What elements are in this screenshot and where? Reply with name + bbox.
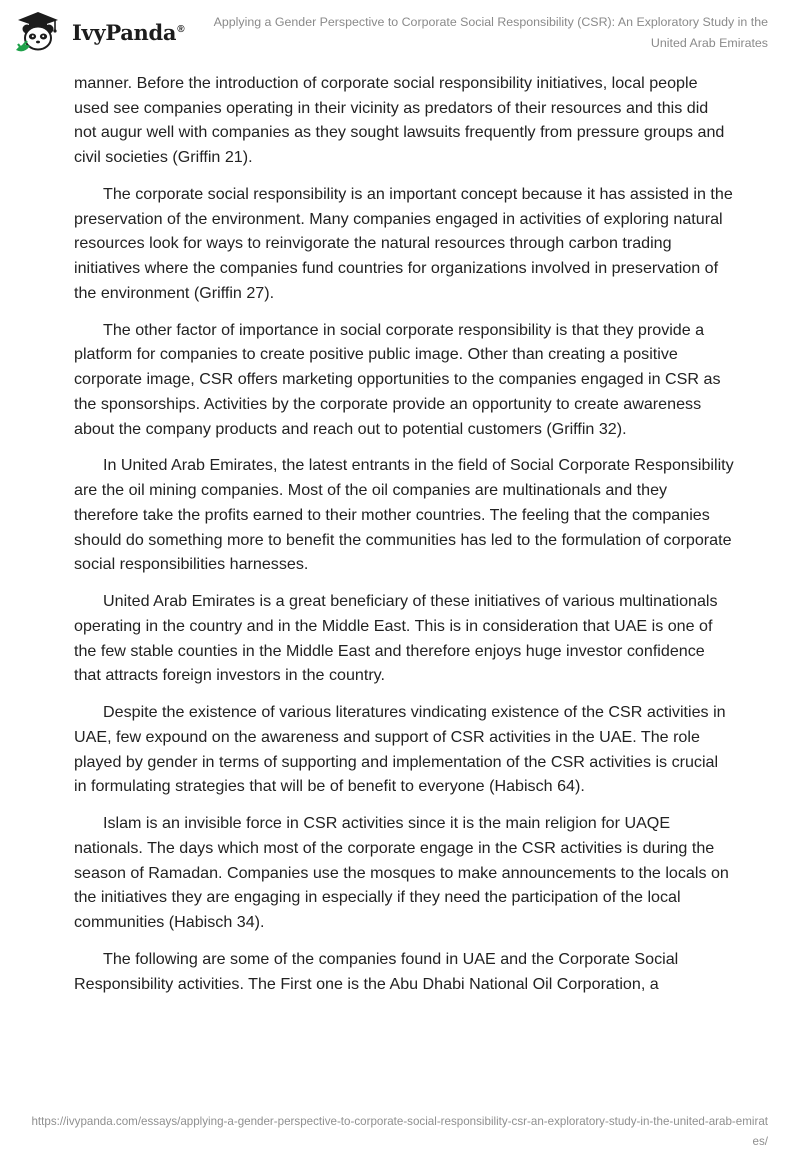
document-title: Applying a Gender Perspective to Corporate Social Responsibility (CSR): An Exploratory Study in the United Arab Emirates	[213, 15, 768, 50]
paragraph: In United Arab Emirates, the latest entrants in the field of Social Corporate Responsibility are the oil mining companies. Most of the oil companies are multinationals and they therefore take the profits earned to their mother countries. The feeling that the companies should do something more to benefit the communities has led to the formulation of corporate social responsibilities harnesses.	[74, 456, 734, 574]
ivypanda-logo[interactable]	[14, 8, 184, 56]
paragraph: The other factor of importance in social corporate responsibility is that they provide a platform for companies to create positive public image. Other than creating a positive corporate image, CSR offers marketing opportunities to the companies engaged in CSR as the sponsorships. Activities by the corporate provide an opportunity to create awareness about the company products and reach out to potential customers (Griffin 32).	[74, 320, 721, 438]
page-header	[0, 0, 800, 64]
paragraph: The following are some of the companies found in UAE and the Corporate Social Responsibility activities. The First one is the Abu Dhabi National Oil Corporation, a	[74, 949, 679, 993]
panda-graduate-icon	[14, 8, 66, 56]
source-url-link[interactable]: https://ivypanda.com/essays/applying-a-gender-perspective-to-corporate-social-responsibility-csr-an-exploratory-study-in-the-united-arab-emirates/	[31, 1115, 768, 1148]
paragraph: Despite the existence of various literatures vindicating existence of the CSR activities in UAE, few expound on the awareness and support of CSR activities in the UAE. The role played by gender in terms of supporting and implementation of the CSR activities is crucial in formulating strategies that will be of benefit to everyone (Habisch 64).	[74, 703, 726, 796]
essay-body	[74, 71, 734, 1008]
paragraph: manner. Before the introduction of corporate social responsibility initiatives, local people used see companies operating in their vicinity as predators of their resources and this did not augur well with companies as they sought lawsuits frequently from pressure groups and civil societies (Griffin 21).	[74, 74, 725, 167]
paragraph: Islam is an invisible force in CSR activities since it is the main religion for UAQE nationals. The days which most of the corporate engage in the CSR activities is during the season of Ramadan. Companies use the mosques to make announcements to the locals on the initiatives they are engaging in especially if they need the participation of the local communities (Habisch 34).	[74, 814, 729, 931]
paragraph: The corporate social responsibility is an important concept because it has assisted in the preservation of the environment. Many companies engaged in activities of exploring natural resources look for ways to reinvigorate the natural resources through carbon trading initiatives where the companies fund countries for organizations involved in preservation of the environment (Griffin 27).	[74, 185, 733, 302]
paragraph: United Arab Emirates is a great beneficiary of these initiatives of various multinationals operating in the country and in the Middle East. This is in consideration that UAE is one of the few stable counties in the Middle East and therefore enjoys huge investor confidence that attracts foreign investors in the country.	[74, 592, 718, 685]
brand-name: IvyPanda®	[72, 19, 185, 45]
